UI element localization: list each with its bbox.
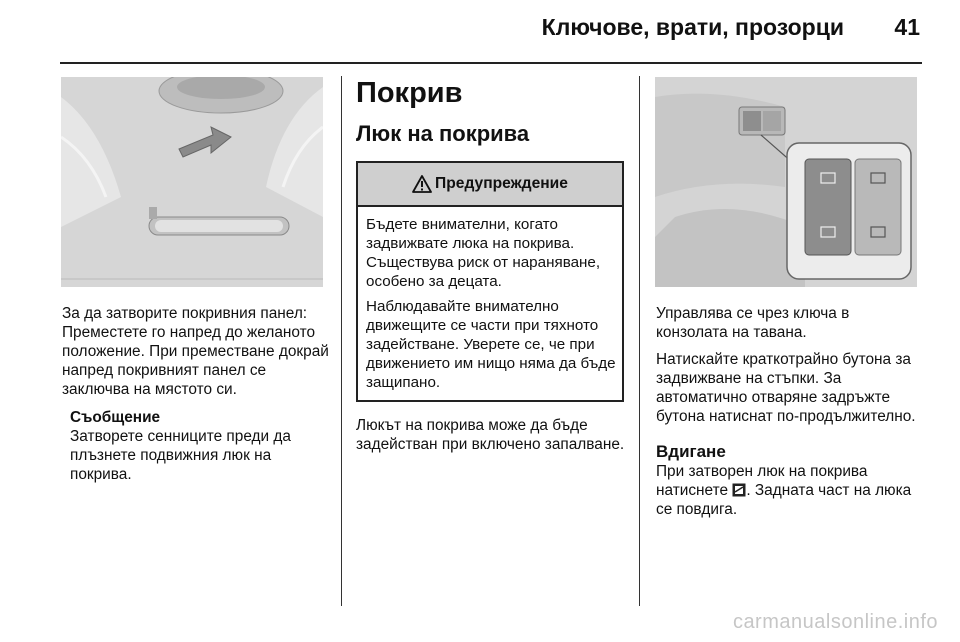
left-column xyxy=(62,304,334,484)
warning-body xyxy=(358,207,622,400)
sunshade-illustration xyxy=(61,77,323,287)
tilting-title: Вдигане xyxy=(656,442,726,461)
note-text: Затворете сенниците преди да плъзнете подвижния люк на покрива. xyxy=(70,428,291,483)
tilting-text-end: . Задната част на люка се повдига. xyxy=(656,482,912,518)
page-number: 41 xyxy=(894,14,920,40)
section-title: Покрив xyxy=(356,77,463,109)
tilt-button-icon xyxy=(732,483,746,497)
sunshade-close-text: За да затворите покривния панел: Преместете го напред до желаното положение. При преместване докрай напред покривният панел се заключва на мястото си. xyxy=(62,305,329,398)
chapter-title: Ключове, врати, прозорци xyxy=(541,14,844,40)
note-title: Съобщение xyxy=(70,409,161,426)
subsection-title: Люк на покрива xyxy=(356,121,530,146)
console-drawing xyxy=(655,77,917,287)
middle-column xyxy=(356,76,626,454)
note-block xyxy=(70,408,334,484)
console-switch-text: Управлява се чрез ключа в конзолата на тавана. xyxy=(656,305,850,341)
ignition-text: Люкът на покрива може да бъде задействан при включено запалване. xyxy=(356,417,625,453)
stepwise-operation-text: Натискайте краткотрайно бутона за задвижване на стъпки. За автоматично отваряне задръжте бутона натиснат по-продължително. xyxy=(656,351,916,425)
warning-paragraph-2: Наблюдавайте внимателно движещите се части при тяхното задействане. Уверете се, че при движението им нищо няма да бъде защипано. xyxy=(366,298,616,391)
tilting-text xyxy=(656,462,922,519)
warning-triangle-icon xyxy=(412,175,432,193)
overhead-console-illustration xyxy=(655,77,917,287)
warning-label: Предупреждение xyxy=(435,175,568,192)
page-header xyxy=(60,0,922,64)
column-divider-1 xyxy=(341,76,342,606)
warning-paragraph-1: Бъдете внимателни, когато задвижвате люка на покрива. Съществува риск от нараняване, особено за децата. xyxy=(366,216,601,290)
warning-box xyxy=(356,161,624,402)
sunshade-drawing xyxy=(61,77,323,287)
warning-header xyxy=(358,163,622,207)
column-divider-2 xyxy=(639,76,640,606)
watermark: carmanualsonline.info xyxy=(732,611,938,633)
right-column xyxy=(656,304,922,519)
tilting-text-start: При затворен люк на покрива натиснете xyxy=(656,463,868,499)
